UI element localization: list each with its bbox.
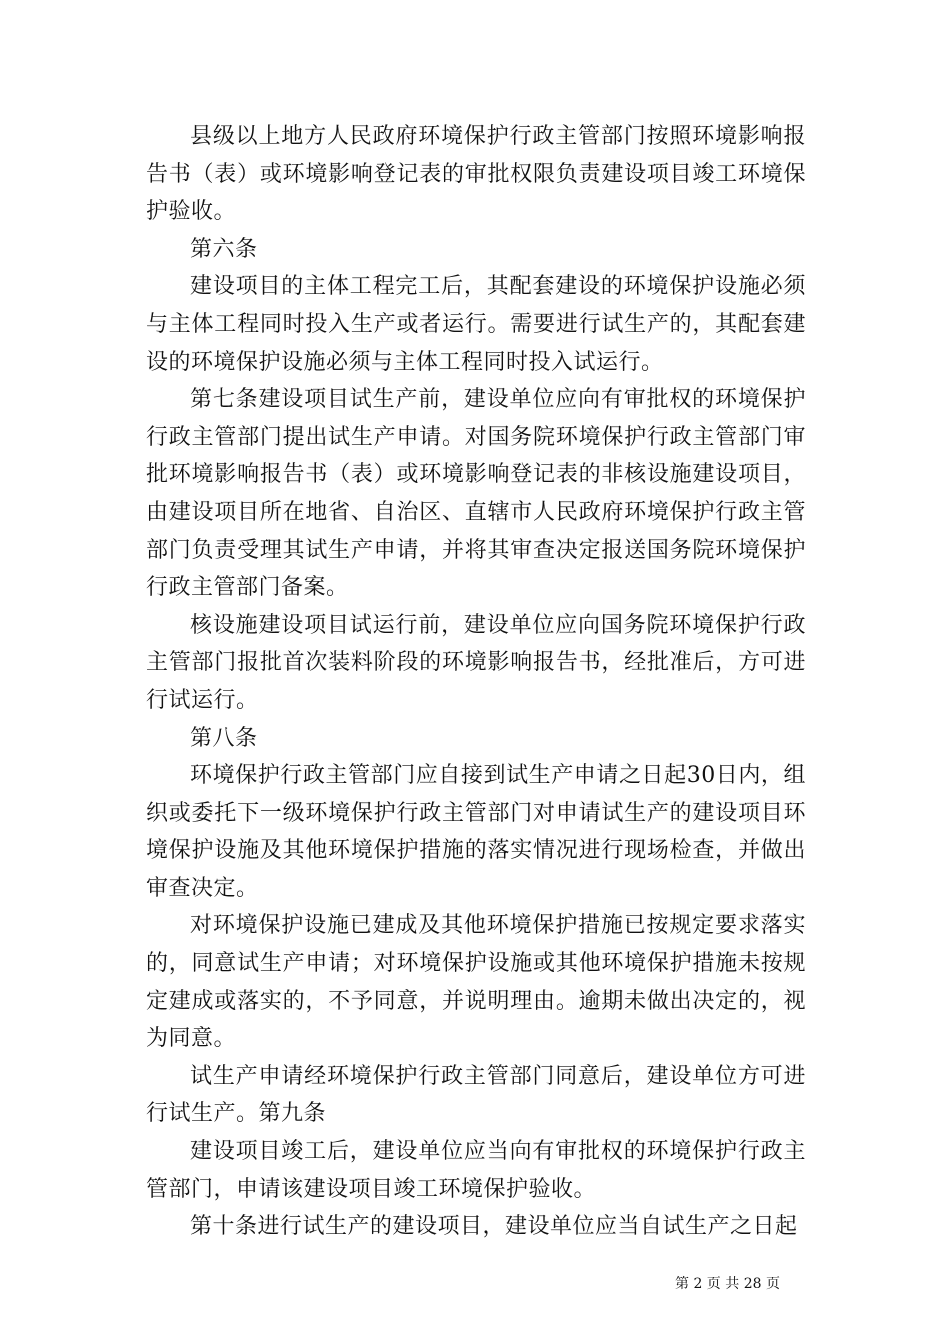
article-7-paragraph: 第七条建设项目试生产前，建设单位应向有审批权的环境保护行政主管部门提出试生产申请。对国务院环境保护行政主管部门审批环境影响报告书（表）或环境影响登记表的非核设施建设项目，由建设项目所在地省、自治区、直辖市人民政府环境保护行政主管部门负责受理其试生产申请，并将其审查决定报送国务院环境保护行政主管部门备案。 — [146, 387, 806, 601]
paragraph-1: 县级以上地方人民政府环境保护行政主管部门按照环境影响报告书（表）或环境影响登记表的审批权限负责建设项目竣工环境保护验收。 — [146, 124, 806, 225]
paragraph-3: 建设项目的主体工程完工后，其配套建设的环境保护设施必须与主体工程同时投入生产或者运行。需要进行试生产的，其配套建设的环境保护设施必须与主体工程同时投入试运行。 — [146, 274, 806, 375]
article-6-heading: 第六条 — [190, 236, 258, 262]
paragraph-9: 试生产申请经环境保护行政主管部门同意后，建设单位方可进行试生产。第九条 — [146, 1063, 806, 1127]
article-8-heading: 第八条 — [190, 725, 258, 751]
document-body — [146, 118, 806, 1246]
article-10-paragraph: 第十条进行试生产的建设项目，建设单位应当自试生产之日起 — [190, 1214, 798, 1240]
paragraph-8: 对环境保护设施已建成及其他环境保护措施已按规定要求落实的，同意试生产申请；对环境保护设施或其他环境保护措施未按规定建成或落实的，不予同意，并说明理由。逾期未做出决定的，视为同意。 — [146, 913, 806, 1052]
paragraph-10: 建设项目竣工后，建设单位应当向有审批权的环境保护行政主管部门，申请该建设项目竣工环境保护验收。 — [146, 1139, 806, 1202]
page-number-footer: 第 2 页 共 28 页 — [675, 1276, 780, 1292]
paragraph-7: 环境保护行政主管部门应自接到试生产申请之日起30日内，组织或委托下一级环境保护行政主管部门对申请试生产的建设项目环境保护设施及其他环境保护措施的落实情况进行现场检查，并做出审查决定。 — [146, 763, 806, 901]
paragraph-5: 核设施建设项目试运行前，建设单位应向国务院环境保护行政主管部门报批首次装料阶段的环境影响报告书，经批准后，方可进行试运行。 — [146, 612, 806, 713]
